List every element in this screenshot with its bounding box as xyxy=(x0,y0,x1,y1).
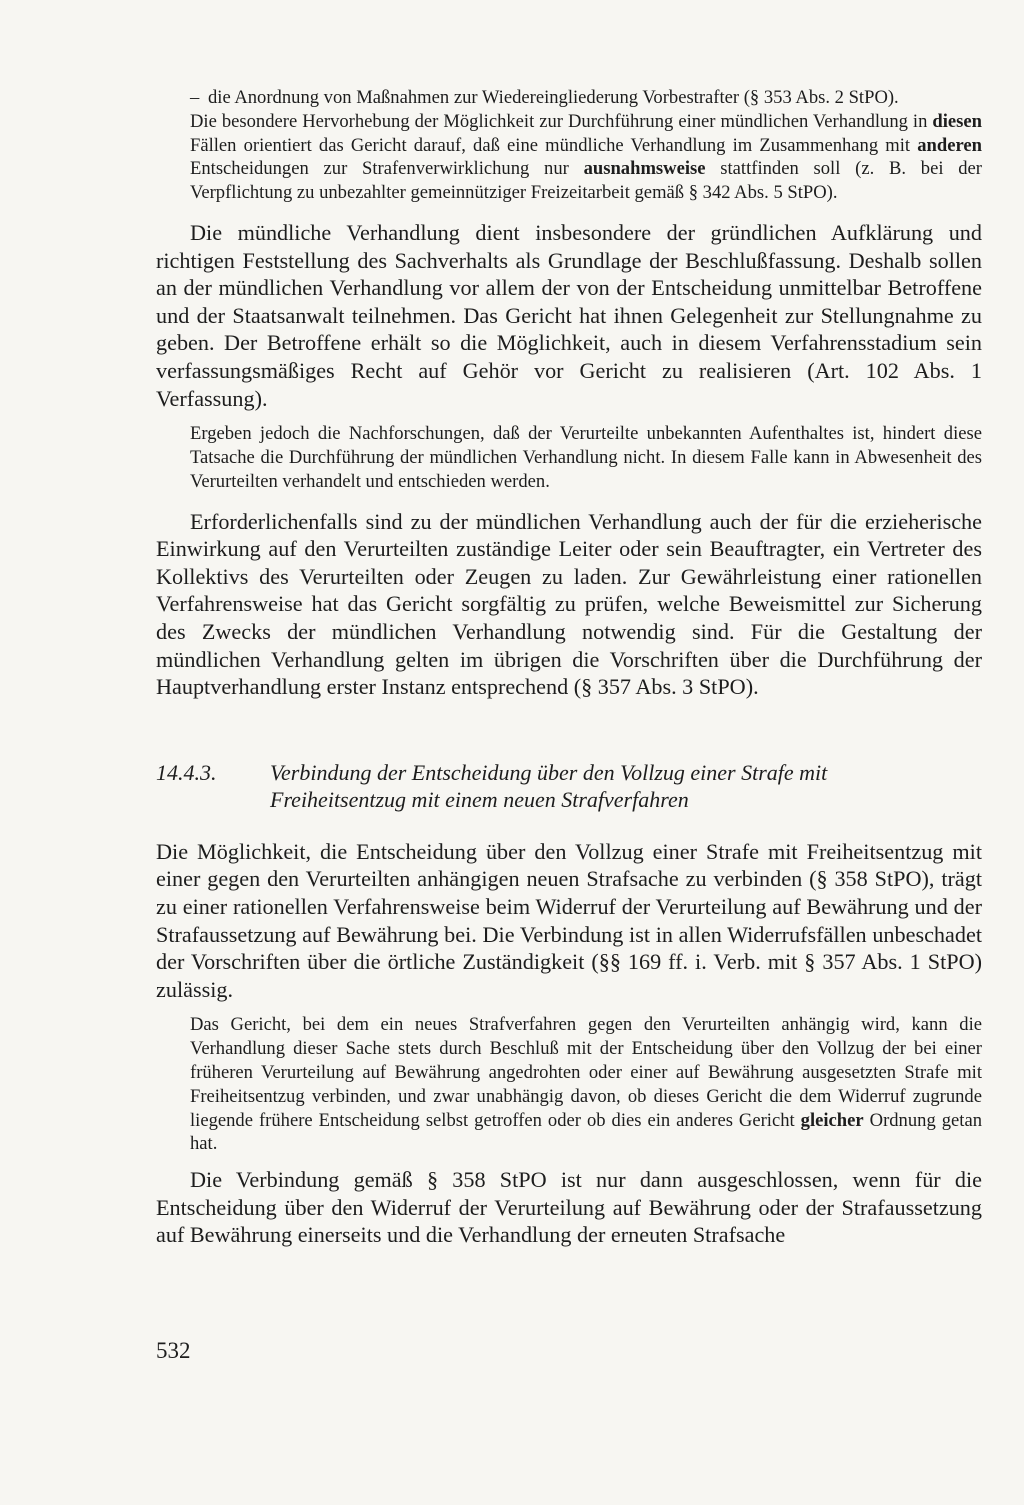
note-paragraph-2: Ergeben jedoch die Nachforschungen, daß der Verurteilte unbekannten Aufenthaltes ist, hindert diese Tatsache die Durchführung der mündlichen Verhandlung nicht. In diesem Falle kann in Abwesenheit des Verurteilten verhandelt und entschieden werden. xyxy=(190,423,982,492)
note1-bold-ausnahmsweise: ausnahmsweise xyxy=(583,158,706,180)
body-paragraph-1: Die mündliche Verhandlung dient insbesondere der gründlichen Aufklärung und richtigen Feststellung des Sachverhalts als Grundlage der Beschlußfassung. Deshalb sollen an der mündlichen Verhandlung vor allem der von der Entscheidung unmittelbar Betroffene und der Staatsanwalt teilnehmen. Das Gericht hat ihnen Gelegenheit zur Stellungnahme zu geben. Der Betroffene erhält so die Möglichkeit, auch in diesem Verfahrensstadium sein verfassungsmäßiges Recht auf Gehör vor Gericht zu realisieren (Art. 102 Abs. 1 Verfassung). xyxy=(156,219,982,411)
note-paragraph-3 xyxy=(156,1013,982,1156)
section-title: Verbindung der Entscheidung über den Vollzug einer Strafe mit Freiheitsentzug mit einem neuen Strafverfahren xyxy=(270,759,828,813)
note-paragraph-1 xyxy=(156,110,982,205)
note1-text-a: Die besondere Hervorhebung der Möglichkeit zur Durchführung einer mündlichen Verhandlung in xyxy=(190,110,933,132)
list-dash: – xyxy=(190,87,200,108)
note3-bold-gleicher: gleicher xyxy=(800,1109,864,1131)
note1-bold-anderen: anderen xyxy=(917,134,982,156)
note1-text-d: Entscheidungen zur Strafenverwirklichung nur xyxy=(190,158,584,180)
page-content xyxy=(156,86,982,1249)
note1-text-e: stattfinden soll (z. B. bei der Verpflichtung zu unbezahlter gemeinnütziger Freizeitarbeit gemäß § 342 Abs. 5 StPO). xyxy=(190,158,982,204)
list-item xyxy=(156,86,982,110)
note1-bold-diesen: diesen xyxy=(932,110,982,132)
note3-text-b: Ordnung getan hat. xyxy=(190,1109,982,1155)
body-paragraph-4: Die Verbindung gemäß § 358 StPO ist nur dann ausgeschlossen, wenn für die Entscheidung über den Widerruf der Verurteilung auf Bewährung oder der Strafaussetzung auf Bewährung einerseits und die Verhandlung der erneuten Strafsache xyxy=(156,1167,982,1248)
section-number: 14.4.3. xyxy=(156,759,217,785)
note1-text-c: Fällen orientiert das Gericht darauf, daß eine mündliche Verhandlung im Zusammenhang mit xyxy=(190,134,918,156)
list-item-text: die Anordnung von Maßnahmen zur Wiedereingliederung Vorbestrafter (§ 353 Abs. 2 StPO). xyxy=(208,87,899,108)
body-paragraph-3: Die Möglichkeit, die Entscheidung über den Vollzug einer Strafe mit Freiheitsentzug mit einer gegen den Verurteilten anhängigen neuen Strafsache zu verbinden (§ 358 StPO), trägt zu einer rationellen Verfahrensweise beim Widerruf der Verurteilung auf Bewährung und der Strafaussetzung auf Bewährung bei. Die Verbindung ist in allen Widerrufsfällen unbeschadet der Vorschriften über die örtliche Zuständigkeit (§§ 169 ff. i. Verb. mit § 357 Abs. 1 StPO) zulässig. xyxy=(156,838,982,1002)
section-heading xyxy=(156,759,982,814)
body-paragraph-2: Erforderlichenfalls sind zu der mündlichen Verhandlung auch der für die erzieherische Einwirkung auf den Verurteilten zuständige Leiter oder sein Beauftragter, ein Vertreter des Kollektivs des Verurteilten oder Zeugen zu laden. Zur Gewährleistung einer rationellen Verfahrensweise hat das Gericht sorgfältig zu prüfen, welche Beweismittel zur Sicherung des Zwecks der mündlichen Verhandlung notwendig sind. Für die Gestaltung der mündlichen Verhandlung gelten im übrigen die Vorschriften über die Durchführung der Hauptverhandlung erster Instanz entsprechend (§ 357 Abs. 3 StPO). xyxy=(156,508,982,700)
note3-text-a: Das Gericht, bei dem ein neues Strafverfahren gegen den Verurteilten anhängig wird, kann die Verhandlung dieser Sache stets durch Beschluß mit der Entscheidung über den Vollzug der bei einer früheren Verurteilung auf Bewährung angedrohten oder einer auf Bewährung ausgesetzten Strafe mit Freiheitsentzug verbinden, und zwar unabhängig davon, ob dieses Gericht die dem Widerruf zugrunde liegende frühere Entscheidung selbst getroffen oder ob dies ein anderes Gericht xyxy=(190,1014,982,1131)
page-number: 532 xyxy=(156,1338,191,1363)
